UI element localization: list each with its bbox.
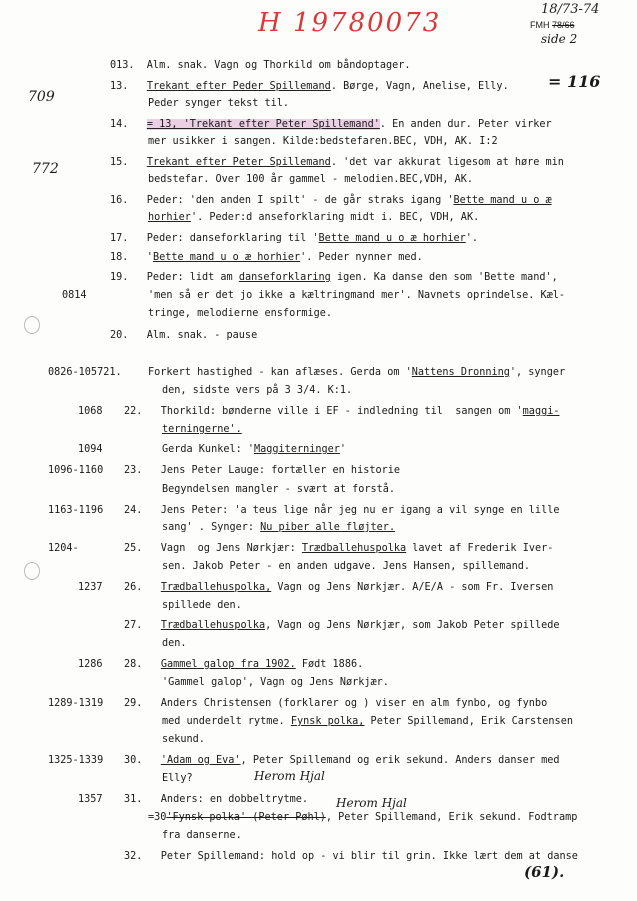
tune-title: maggi- [522, 406, 560, 417]
entry-line: horhier'. Peder:d anseforklaring midt i. BEC, VDH, AK. [148, 212, 480, 223]
handwritten-date: 18/73-74 [541, 2, 600, 17]
entry-line: 30. 'Adam og Eva', Peter Spillemand og erik sekund. Anders danser med [124, 755, 560, 766]
tune-title: Nattens Dronning [411, 367, 510, 378]
entry-line: fra danserne. [162, 830, 242, 841]
entry-line: mer usikker i sangen. Kilde:bedstefaren.BEC, VDH, AK. I:2 [148, 136, 498, 147]
handwritten-mark-61: (61). [524, 863, 565, 881]
tune-title: horhier [148, 212, 191, 223]
entry-line: sekund. [162, 734, 205, 745]
handwritten-annotation: Herom Hjal [254, 769, 325, 783]
tune-title: Trekant efter Peder Spillemand [146, 81, 331, 92]
entry-line: 23. Jens Peter Lauge: fortæller en historie [124, 465, 401, 476]
tune-title: danseforklaring [238, 272, 331, 283]
entry-line: Begyndelsen mangler - svært at forstå. [162, 484, 396, 495]
entry-line: 13. Trekant efter Peder Spillemand. Børge, Vagn, Anelise, Elly. [110, 81, 509, 92]
struck-title: 'Fynsk polka' (Peter Pøhl) [166, 812, 326, 823]
tune-title: Nu piber alle fløjter. [260, 522, 396, 533]
entry-line: 17. Peder: danseforklaring til 'Bette mand u o æ horhier'. [110, 233, 479, 244]
punch-hole-top [24, 316, 40, 334]
entry-line: 19. Peder: lidt am danseforklaring igen. Ka danse den som 'Bette mand', [110, 272, 558, 283]
entry-line: Gerda Kunkel: 'Maggiterninger' [162, 444, 347, 455]
entry-line: den. [162, 638, 187, 649]
tune-title: Bette mand u o æ [453, 195, 552, 206]
counter-number: 1068 [78, 406, 103, 417]
counter-number: 1325-1339 [48, 755, 104, 766]
handwritten-annotation: Herom Hjal [336, 796, 407, 810]
entry-line: 22. Thorkild: bønderne ville i EF - indledning til sangen om 'maggi- [124, 406, 560, 417]
entry-line: spillede den. [162, 600, 242, 611]
counter-number: 1289-1319 [48, 698, 104, 709]
tune-title: Fynsk polka, [290, 716, 365, 727]
entry-line: 16. Peder: 'den anden I spilt' - de går straks igang 'Bette mand u o æ [110, 195, 552, 206]
fmh-number: 78/66 [552, 20, 575, 30]
entry-line: 15. Trekant efter Peter Spillemand. 'det var akkurat ligesom at høre min [110, 157, 564, 168]
counter-number: 0826-105721. [48, 367, 122, 378]
entry-line: =30'Fynsk polka' (Peter Pøhl), Peter Spillemand, Erik sekund. Fodtramp [148, 812, 578, 823]
entry-line: 25. Vagn og Jens Nørkjær: Trædballehuspolka lavet af Frederik Iver- [124, 543, 554, 554]
counter-number: 1163-1196 [48, 505, 104, 516]
counter-number: 1237 [78, 582, 103, 593]
entry-line: 32. Peter Spillemand: hold op - vi blir til grin. Ikke lært dem at danse [124, 851, 578, 862]
counter-number: 1357 [78, 794, 103, 805]
entry-line: 24. Jens Peter: 'a teus lige når jeg nu er igang a vil synge en lille [124, 505, 560, 516]
fmh-label: FMH [530, 20, 550, 30]
tune-title: terningerne'. [162, 424, 242, 435]
entry-line: Elly? [162, 773, 193, 784]
handwritten-mark-116: = 116 [548, 72, 601, 91]
entry-line: 013. Alm. snak. Vagn og Thorkild om båndoptager. [110, 60, 411, 71]
counter-number: 1094 [78, 444, 103, 455]
entry-line: sang' . Synger: Nu piber alle fløjter. [162, 522, 396, 533]
tune-title: Trekant efter Peter Spillemand [146, 157, 331, 168]
entry-line: tringe, melodierne ensformige. [148, 308, 333, 319]
entry-line: 18. 'Bette mand u o æ horhier'. Peder nynner med. [110, 252, 423, 263]
counter-number: 1204- [48, 543, 79, 554]
fmh-reference [530, 20, 575, 30]
handwritten-mark-709: 709 [28, 89, 55, 105]
tune-title: Trædballehuspolka [301, 543, 407, 554]
tune-title: Bette mand u o æ horhier [318, 233, 466, 244]
punch-hole-bottom [24, 562, 40, 580]
tune-title: Maggiterninger [254, 444, 340, 455]
entry-line: 'men så er det jo ikke a kæltringmand mer'. Navnets oprindelse. Kæl- [148, 290, 566, 301]
entry-line: med underdelt rytme. Fynsk polka, Peter Spillemand, Erik Carstensen [162, 716, 573, 727]
tune-title: Bette mand u o æ horhier [152, 252, 301, 263]
tune-title: Trædballehuspolka, [160, 582, 272, 593]
entry-line: 26. Trædballehuspolka, Vagn og Jens Nørkjær. A/E/A - som Fr. Iversen [124, 582, 554, 593]
counter-number: 0814 [62, 290, 87, 301]
entry-line: Peder synger tekst til. [148, 98, 290, 109]
tune-title: Gammel galop fra 1902. [160, 659, 296, 670]
handwritten-side: side 2 [541, 32, 578, 46]
entry-line: den, sidste vers på 3 3/4. K:1. [162, 385, 353, 396]
entry-line: Forkert hastighed - kan aflæses. Gerda om 'Nattens Dronning', synger [148, 367, 566, 378]
handwritten-archive-number: H 19780073 [258, 8, 442, 38]
entry-line: 20. Alm. snak. - pause [110, 330, 258, 341]
tune-title: Trædballehuspolka [160, 620, 266, 631]
entry-line: 27. Trædballehuspolka, Vagn og Jens Nørkjær, som Jakob Peter spillede [124, 620, 560, 631]
entry-line: 14. = 13, 'Trekant efter Peter Spillemand'. En anden dur. Peter virker [110, 119, 552, 130]
handwritten-mark-772: 772 [32, 161, 59, 177]
entry-line: 29. Anders Christensen (forklarer og ) viser en alm fynbo, og fynbo [124, 698, 548, 709]
entry-line: 31. Anders: en dobbeltrytme. [124, 794, 309, 805]
tune-title: = 13, 'Trekant efter Peter Spillemand' [146, 119, 380, 130]
entry-line: 28. Gammel galop fra 1902. Født 1886. [124, 659, 364, 670]
entry-line [162, 424, 242, 436]
counter-number: 1096-1160 [48, 465, 104, 476]
counter-number: 1286 [78, 659, 103, 670]
entry-line: 'Gammel galop', Vagn og Jens Nørkjær. [162, 677, 389, 688]
entry-line: bedstefar. Over 100 år gammel - melodien.BEC,VDH, AK. [148, 174, 474, 185]
entry-line: sen. Jakob Peter - en anden udgave. Jens Hansen, spillemand. [162, 561, 531, 572]
tune-title: 'Adam og Eva' [160, 755, 241, 766]
